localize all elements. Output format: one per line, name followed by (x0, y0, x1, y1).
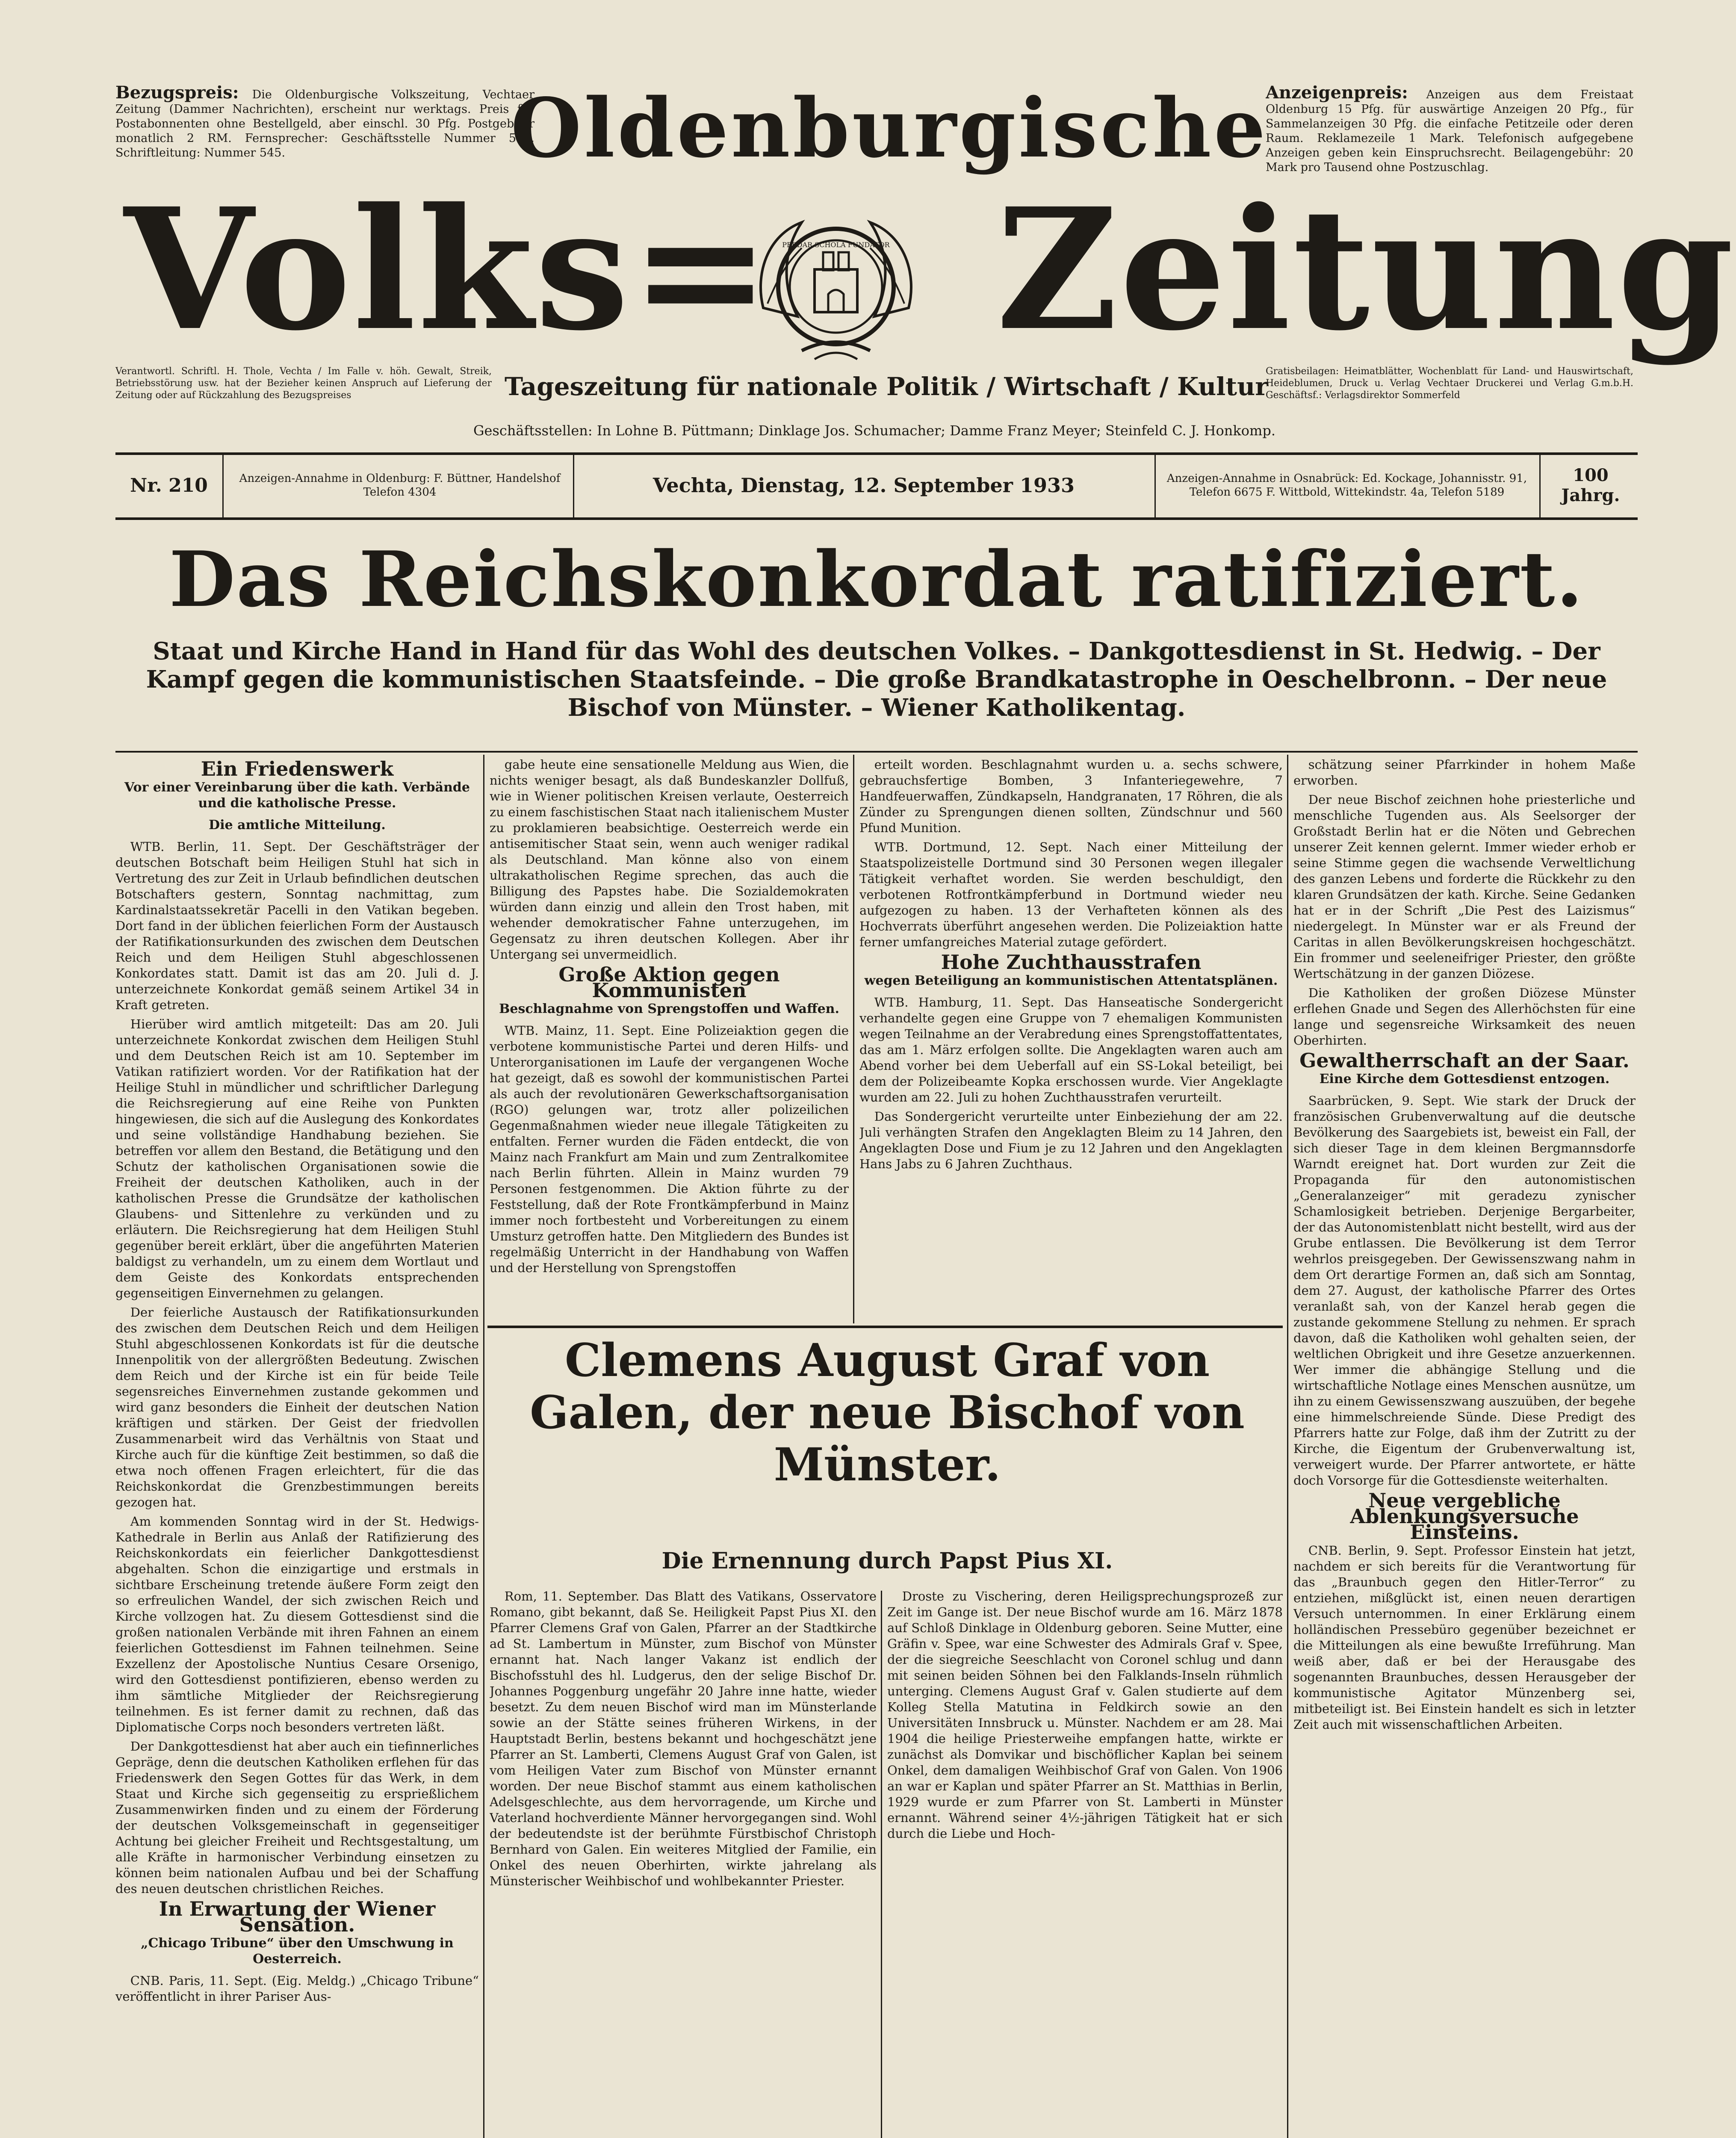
verantwortlich-text: Verantwortl. Schriftl. H. Thole, Vechta / Im Falle v. höh. Gewalt, Streik, Betriebsstörung usw. hat der Bezieher keinen Anspruch auf Lieferung der Zeitung oder auf Rückzahlung des Bezugspreises (115, 366, 492, 401)
anzeigenpreis-text: Anzeigen aus dem Freistaat Oldenburg 15 Pfg. für auswärtige Anzeigen 20 Pfg., für Sammelanzeigen 30 Pfg. die einfache Petitzeile oder deren Raum. Reklamezeile 1 Mark. Telefonisch aufgegebene Anzeigen geben kein Einspruchsrecht. Beilagengebühr: 20 Mark pro Tausend ohne Postzuschlag. (1266, 88, 1633, 174)
volume-year: 100 Jahrg. (1561, 465, 1620, 505)
column-friedenswerk (115, 757, 479, 2138)
galen-column-rule (881, 1591, 882, 2138)
masthead-word-right: Zeitung (996, 171, 1736, 367)
saar-heading: Gewaltherrschaft an der Saar. (1299, 1049, 1630, 1072)
bischof-paragraph: schätzung seiner Pfarrkinder in hohem Maße erworben. (1293, 757, 1636, 788)
dortmund-paragraph: WTB. Dortmund, 12. Sept. Nach einer Mitteilung der Staatspolizeistelle Dortmund sind 30 Personen wegen illegaler Tätigkeit verhaftet worden. Sie werden beschuldigt, den verbotenen Rotfrontkämpferbund in Dortmund wieder neu aufgezogen zu haben. 13 der Verhafteten können als des Hochverrats überführt angesehen werden. Die Polizeiaktion hatte ferner umfangreiches Material zutage gefördert. (859, 840, 1283, 949)
kommunisten-heading: Große Aktion gegen Kommunisten (558, 963, 780, 1002)
column-saar-einstein (1293, 757, 1636, 2138)
oesterreich-paragraph: gabe heute eine sensationelle Meldung aus Wien, die nichts weniger besagt, als daß Bundeskanzler Dollfuß, wie in Wiener politischen Kreisen verlaute, Oesterreich zu einem faschistischen Staat nach italienischem Muster zu proklamieren beabsichtige. Oesterreich werde ein antisemitischer Staat sein, wenn auch weniger radikal als Deutschland. Man könne also von einem ultrakatholischen Regime sprechen, das auch die Billigung des Papstes habe. Die Sozialdemokraten würden dann einzig und allein den Trost haben, mit wehender demokratischer Fahne unterzugehen, im Gegensatz zu ihren deutschen Kollegen. Aber ihr Untergang sei unvermeidlich. (490, 757, 849, 962)
gratisbeilagen-text: Gratisbeilagen: Heimatblätter, Wochenblatt für Land- und Hauswirtschaft, Heideblumen, Druck u. Verlag Vechtaer Druckerei und Verlag G.m.b.H. Geschäftsf.: Verlagsdirektor Sommerfeld (1266, 366, 1633, 401)
friedenswerk-heading: Ein Friedenswerk (201, 757, 394, 780)
headline-deck: Staat und Kirche Hand in Hand für das Wohl des deutschen Volkes. – Dankgottesdienst in St. Hedwig. – Der Kampf gegen die kommunistischen Staatsfeinde. – Die große Brandkatastrophe in Oeschelbronn. – Der neue Bischof von Münster. – Wiener Katholikentag. (146, 637, 1607, 722)
zuchthausstrafen-subheading: wegen Beteiligung an kommunistischen Attentatsplänen. (864, 973, 1278, 988)
hamburg-paragraph: WTB. Hamburg, 11. Sept. Das Hanseatische Sondergericht verhandelte gegen eine Gruppe von 7 ehemaligen Kommunisten wegen Teilnahme an der Verabredung eines Sprengstoffattentates, das am 1. März erfolgen sollte. Die Angeklagten waren auch am Abend vorher bei dem Ueberfall auf ein SS-Lokal beteiligt, bei dem der Polizeibeamte Kopka erschossen wurde. Vier Angeklagte wurden am 22. Juli zu hohen Zuchthausstrafen verurteilt. (859, 995, 1283, 1104)
galen-box-top (487, 1326, 1283, 1328)
wiener-sensation-subheading: „Chicago Tribune“ über den Umschwung in Oesterreich. (141, 1936, 454, 1967)
galen-subheading: Die Ernennung durch Papst Pius XI. (661, 1548, 1113, 1574)
friedenswerk-subheading-2: Die amtliche Mitteilung. (209, 818, 386, 833)
galen-column-left (490, 1589, 877, 2138)
dateline-divider-3 (1154, 455, 1156, 517)
masthead-line1: Oldenburgische (511, 80, 1268, 176)
dateline-bottom-rule (115, 517, 1638, 520)
geschaeftsstellen-line: Geschäftsstellen: In Lohne B. Püttmann; Dinklage Jos. Schumacher; Damme Franz Meyer; Steinfeld C. J. Honkomp. (473, 422, 1276, 439)
beschlagnahme-paragraph: erteilt worden. Beschlagnahmt wurden u. a. sechs schwere, gebrauchsfertige Bomben, 3 Infanteriegewehre, 7 Handfeuerwaffen, Zündkapseln, Handgranaten, 17 Röhren, die als Zünder zu Sprengungen dienen sollten, Zündschnur und 560 Pfund Munition. (859, 757, 1283, 835)
seal-motto: PERDAR SCHOLA FUNDATOR (782, 241, 890, 249)
masthead-word-left: Volks= (124, 171, 772, 367)
column-zuchthausstrafen (859, 757, 1283, 1321)
ad-office-oldenburg: Anzeigen-Annahme in Oldenburg: F. Büttner, Handelshof Telefon 4304 (239, 472, 561, 499)
friedenswerk-subheading: Vor einer Vereinbarung über die kath. Verbände und die katholische Presse. (124, 780, 470, 811)
galen-headline: Clemens August Graf von Galen, der neue Bischof von Münster. (530, 1334, 1245, 1491)
deck-rule (115, 751, 1638, 753)
wiener-sensation-paragraph: CNB. Paris, 11. Sept. (Eig. Meldg.) „Chicago Tribune“ veröffentlicht in ihrer Pariser Aus- (115, 1973, 479, 2004)
bezugspreis-label: Bezugspreis: (115, 86, 239, 103)
friedenswerk-paragraph: Der Dankgottesdienst hat aber auch ein tiefinnerliches Gepräge, denn die deutschen Katholiken erflehen für das Friedenswerk den Segen Gottes für das Werk, in dem Staat und Kirche sich gegenseitig zu ersprießlichem Zusammenwirken finden und zu einem der Förderung der deutschen Volksgemeinschaft in gegenseitiger Achtung bei gleicher Freiheit und Rechtsgestaltung, um alle Kräfte in harmonischer Verbindung einsetzen zu können beim nationalen Aufbau und bei der Schaffung des neuen deutschen christlichen Reiches. (115, 1739, 479, 1896)
saar-paragraph: Saarbrücken, 9. Sept. Wie stark der Druck der französischen Grubenverwaltung auf die deutsche Bevölkerung des Saargebiets ist, beweist ein Fall, der sich dieser Tage in dem kleinen Bergmannsdorfe Warndt ereignet hat. Dort wurden zur Zeit die Propaganda für den autonomistischen „Generalanzeiger“ mit geradezu zynischer Schamlosigkeit betrieben. Derjenige Bergarbeiter, der das Autonomistenblatt nicht bestellt, wird aus der Grube entlassen. Die Bevölkerung ist dem Terror wehrlos preisgegeben. Der Gewissenszwang nahm in dem Ort derartige Formen an, daß sich am Sonntag, dem 27. August, der katholische Pfarrer des Ortes veranlaßt sah, von der Kanzel herab gegen die zustande gekommene Stellung zu nehmen. Er sprach davon, daß die Katholiken wohl gehalten seien, der weltlichen Obrigkeit und ihre Gesetze anzuerkennen. Wer immer die abhängige Stellung und die wirtschaftliche Notlage eines Menschen ausnütze, um ihn zu einem Gewissenszwang auszuüben, der begehe eine himmelschreiende Sünde. Diese Predigt des Pfarrers hatte zur Folge, daß ihm der Zutritt zu der Kirche, die Eigentum der Grubenverwaltung ist, verweigert wurde. Der Pfarrer antwortete, er hätte doch Vorsorge für die Gottesdienste weiterhalten. (1293, 1093, 1636, 1488)
galen-paragraph: Droste zu Vischering, deren Heiligsprechungsprozeß zur Zeit im Gange ist. Der neue Bischof wurde am 16. März 1878 auf Schloß Dinklage in Oldenburg geboren. Seine Mutter, eine Gräfin v. Spee, war eine Schwester des Admirals Graf v. Spee, der die siegreiche Seeschlacht von Coronel schlug und dann mit seinen beiden Söhnen bei den Falklands-Inseln rühmlich unterging. Clemens August Graf v. Galen studierte auf dem Kolleg Stella Matutina in Feldkirch sowie an den Universitäten Innsbruck u. Münster. Nachdem er am 28. Mai 1904 die heilige Priesterweihe empfangen hatte, wirkte er zunächst als Domvikar und bischöflicher Kaplan bei seinem Onkel, dem damaligen Weihbischof Graf von Galen. Von 1906 an war er Kaplan und später Pfarrer an St. Matthias in Berlin, 1929 wurde er zum Pfarrer von St. Lamberti in Münster ernannt. Während seiner 4½-jährigen Tätigkeit hat er sich durch die Liebe und Hoch- (887, 1589, 1283, 1841)
main-headline: Das Reichskonkordat ratifiziert. (169, 534, 1584, 624)
einstein-heading: Neue vergebliche Ablenkungsversuche Einsteins. (1350, 1489, 1579, 1544)
coat-of-arms-seal (744, 197, 928, 368)
einstein-paragraph: CNB. Berlin, 9. Sept. Professor Einstein hat jetzt, nachdem er sich bereits für die Verantwortung für das „Braunbuch gegen den Hitler-Terror“ zu entziehen, mißglückt ist, einen neuen derartigen Versuch unternommen. In einer Erklärung einem holländischen Pressebüro gegenüber bezeichnet er die Mitteilungen als eine bewußte Irreführung. Man weiß aber, daß er bei der Herausgabe des sogenannten Braunbuches, dessen Herausgeber der kommunistische Agitator Münzenberg sei, mitbeteiligt ist. Bei Einstein handelt es sich in letzter Zeit auch mit wissenschaftlichen Arbeiten. (1293, 1543, 1636, 1732)
issue-date: Vechta, Dienstag, 12. September 1933 (652, 474, 1075, 497)
galen-column-right (887, 1589, 1283, 2138)
saar-subheading: Eine Kirche dem Gottesdienst entzogen. (1319, 1072, 1610, 1087)
bezugspreis-text: Die Oldenburgische Volkszeitung, Vechtaer Zeitung (Dammer Nachrichten), erscheint nur werktags. Preis für Postabonnenten ohne Bestellgeld, aber einschl. 30 Pfg. Postgebühr monatlich 2 RM. Fernsprecher: Geschäftsstelle Nummer 544, Schriftleitung: Nummer 545. (115, 88, 534, 159)
zuchthausstrafen-heading: Hohe Zuchthausstrafen (941, 951, 1202, 974)
friedenswerk-paragraph: WTB. Berlin, 11. Sept. Der Geschäftsträger der deutschen Botschaft beim Heiligen Stuhl hat sich in Vertretung des zur Zeit in Urlaub befindlichen deutschen Botschafters gestern, Sonntag nachmittag, zum Kardinalstaatssekretär Pacelli in den Vatikan begeben. Dort fand in der üblichen feierlichen Form der Austausch der Ratifikationsurkunden des zwischen dem Deutschen Reich und dem Heiligen Stuhl abgeschlossenen Konkordates statt. Damit ist das am 20. Juli d. J. unterzeichnete Konkordat gemäß seinem Artikel 34 in Kraft getreten. (115, 839, 479, 1012)
kommunisten-subheading: Beschlagnahme von Sprengstoffen und Waffen. (499, 1001, 839, 1016)
sondergericht-paragraph: Das Sondergericht verurteilte unter Einbeziehung der am 22. Juli verhängten Strafen den Angeklagten Bleim zu 14 Jahren, den Angeklagten Dose und Fium je zu 12 Jahren und den Angeklagten Hans Jabs zu 6 Jahren Zuchthaus. (859, 1109, 1283, 1171)
friedenswerk-paragraph: Hierüber wird amtlich mitgeteilt: Das am 20. Juli unterzeichnete Konkordat zwischen dem Heiligen Stuhl und dem Deutschen Reich ist am 10. September im Vatikan ratifiziert worden. Vor der Ratifikation hat der Heilige Stuhl in mündlicher und schriftlicher Darlegung die Reichsregierung auf eine Reihe von Punkten hingewiesen, die sich auf die Auslegung des Konkordates und seine vollständige Handhabung beziehen. Sie betreffen vor allem den Bestand, die Betätigung und den Schutz der katholischen Organisationen sowie die Freiheit der deutschen Katholiken, auch in der katholischen Presse die Grundsätze der katholischen Glaubens- und Sittenlehre zu verkünden und zu erläutern. Die Reichsregierung hat dem Heiligen Stuhl gegenüber bereit erklärt, über die angeführten Materien baldigst zu verhandeln, um zu einem dem Wortlaut und dem Geiste des Konkordats entsprechenden gegenseitigen Einvernehmen zu gelangen. (115, 1017, 479, 1300)
dateline-divider-2 (573, 455, 574, 517)
dateline-divider-1 (222, 455, 224, 517)
column-rule-1 (483, 755, 484, 2138)
issue-number: Nr. 210 (130, 474, 208, 496)
column-kommunisten (490, 757, 849, 1321)
dateline-divider-4 (1539, 455, 1541, 517)
bischof-paragraph: Die Katholiken der großen Diözese Münster erflehen Gnade und Segen des Allerhöchsten für eine lange und segensreiche Wirksamkeit des neuen Oberhirten. (1293, 986, 1636, 1048)
column-rule-2 (853, 755, 854, 1323)
friedenswerk-paragraph: Am kommenden Sonntag wird in der St. Hedwigs-Kathedrale in Berlin aus Anlaß der Ratifizierung des Reichskonkordats ein feierlicher Dankgottesdienst abgehalten. Schon die einzigartige und erstmals in sichtbare Erscheinung tretende äußere Form zeigt den so erfreulichen Wandel, der sich zwischen Reich und Kirche vollzogen hat. Zu diesem Gottesdienst sind die großen nationalen Verbände mit ihren Fahnen an einem feierlichen Gottesdienst im Fahnen teilnehmen. Seine Exzellenz der Apostolische Nuntius Cesare Orsenigo, wird den Gottesdienst pontifizieren, ebenso werden zu ihm sämtliche Mitglieder der Reichsregierung teilnehmen. Es ist ferner damit zu rechnen, daß das Diplomatische Corps noch besonders vertreten läßt. (115, 1514, 479, 1734)
friedenswerk-paragraph: Der feierliche Austausch der Ratifikationsurkunden des zwischen dem Deutschen Reich und dem Heiligen Stuhl abgeschlossenen Konkordats ist für die deutsche Innenpolitik von der allergrößten Bedeutung. Zwischen dem Reich und der Kirche ist ein für beide Teile segensreiches Einvernehmen zustande gekommen und wird ganz besonders die Einheit der deutschen Nation kräftigen und stärken. Der Geist der friedvollen Zusammenarbeit wird das Verhältnis von Staat und Kirche auch für die künftige Zeit bestimmen, so daß die etwa noch offenen Fragen erleichtert, für die das Reichskonkordat die Grenzbestimmungen bereits gezogen hat. (115, 1305, 479, 1509)
galen-paragraph: Rom, 11. September. Das Blatt des Vatikans, Osservatore Romano, gibt bekannt, daß Se. Heiligkeit Papst Pius XI. den Pfarrer Clemens Graf von Galen, Pfarrer an der Stadtkirche ad St. Lambertum in Münster, zum Bischof von Münster ernannt hat. Nach langer Vakanz ist endlich der Bischofsstuhl des hl. Ludgerus, den der selige Bischof Dr. Johannes Poggenburg ungefähr 20 Jahre inne hatte, wieder besetzt. Zu dem neuen Bischof wird man im Münsterlande sowie an der Stätte seines früheren Wirkens, in der Hauptstadt Berlin, bestens bekannt und hochgeschätzt jene Pfarrer an St. Lamberti, Clemens August Graf von Galen, ist vom Heiligen Vater zum Bischof von Münster ernannt worden. Der neue Bischof stammt aus einem katholischen Adelsgeschlechte, aus dem hervorragende, um Kirche und Vaterland hochverdiente Männer hervorgegangen sind. Wohl der bedeutendste ist der berühmte Fürstbischof Christoph Bernhard von Galen. Ein weiteres Mitglied der Familie, ein Onkel des neuen Oberhirten, wirkte jahrelang als Münsterischer Weihbischof und wohlbekannter Priester. (490, 1589, 877, 1888)
ad-office-osnabrueck: Anzeigen-Annahme in Osnabrück: Ed. Kockage, Johannisstr. 91, Telefon 6675 F. Wittbold, Wittekindstr. 4a, Telefon 5189 (1166, 472, 1527, 499)
column-rule-4 (1287, 755, 1288, 2138)
masthead-subtitle: Tageszeitung für nationale Politik / Wirtschaft / Kultur (505, 372, 1268, 401)
wiener-sensation-heading: In Erwartung der Wiener Sensation. (159, 1897, 436, 1936)
kommunisten-paragraph: WTB. Mainz, 11. Sept. Eine Polizeiaktion gegen die verbotene kommunistische Partei und deren Hilfs- und Unterorganisationen im Laufe der vergangenen Woche hat gezeigt, daß es sowohl der kommunistischen Partei als auch der revolutionären Gewerkschaftsorganisation (RGO) gelungen war, trotz aller polizeilichen Gegenmaßnahmen wieder neue illegale Tätigkeiten zu entfalten. Ferner wurden die Fäden entdeckt, die von Mainz nach Frankfurt am Main und zum Zentralkomitee nach Berlin führten. Allein in Mainz wurden 79 Personen festgenommen. Die Aktion führte zu der Feststellung, daß der Rote Frontkämpferbund in Mainz immer noch fortbesteht und Vorbereitungen zu einem Umsturz getroffen hatte. Den Mitgliedern des Bundes ist regelmäßig Unterricht in der Handhabung von Waffen und der Herstellung von Sprengstoffen (490, 1023, 849, 1275)
bischof-paragraph: Der neue Bischof zeichnen hohe priesterliche und menschliche Tugenden aus. Als Seelsorger der Großstadt Berlin hat er die Nöten und Gebrechen unserer Zeit kennen gelernt. Immer wieder erhob er seine Stimme gegen die wachsende Verweltlichung des ganzen Lebens und forderte die Rückkehr zu den klaren Grundsätzen der kath. Kirche. Seine Gedanken hat er in der Schrift „Die Pest des Laizismus“ niedergelegt. In Münster war er als Freund der Caritas in allen Bevölkerungskreisen hochgeschätzt. Ein frommer und seeleneifriger Priester, den größte Wertschätzung in der ganzen Diözese. (1293, 792, 1636, 981)
anzeigenpreis-label: Anzeigenpreis: (1266, 86, 1408, 103)
